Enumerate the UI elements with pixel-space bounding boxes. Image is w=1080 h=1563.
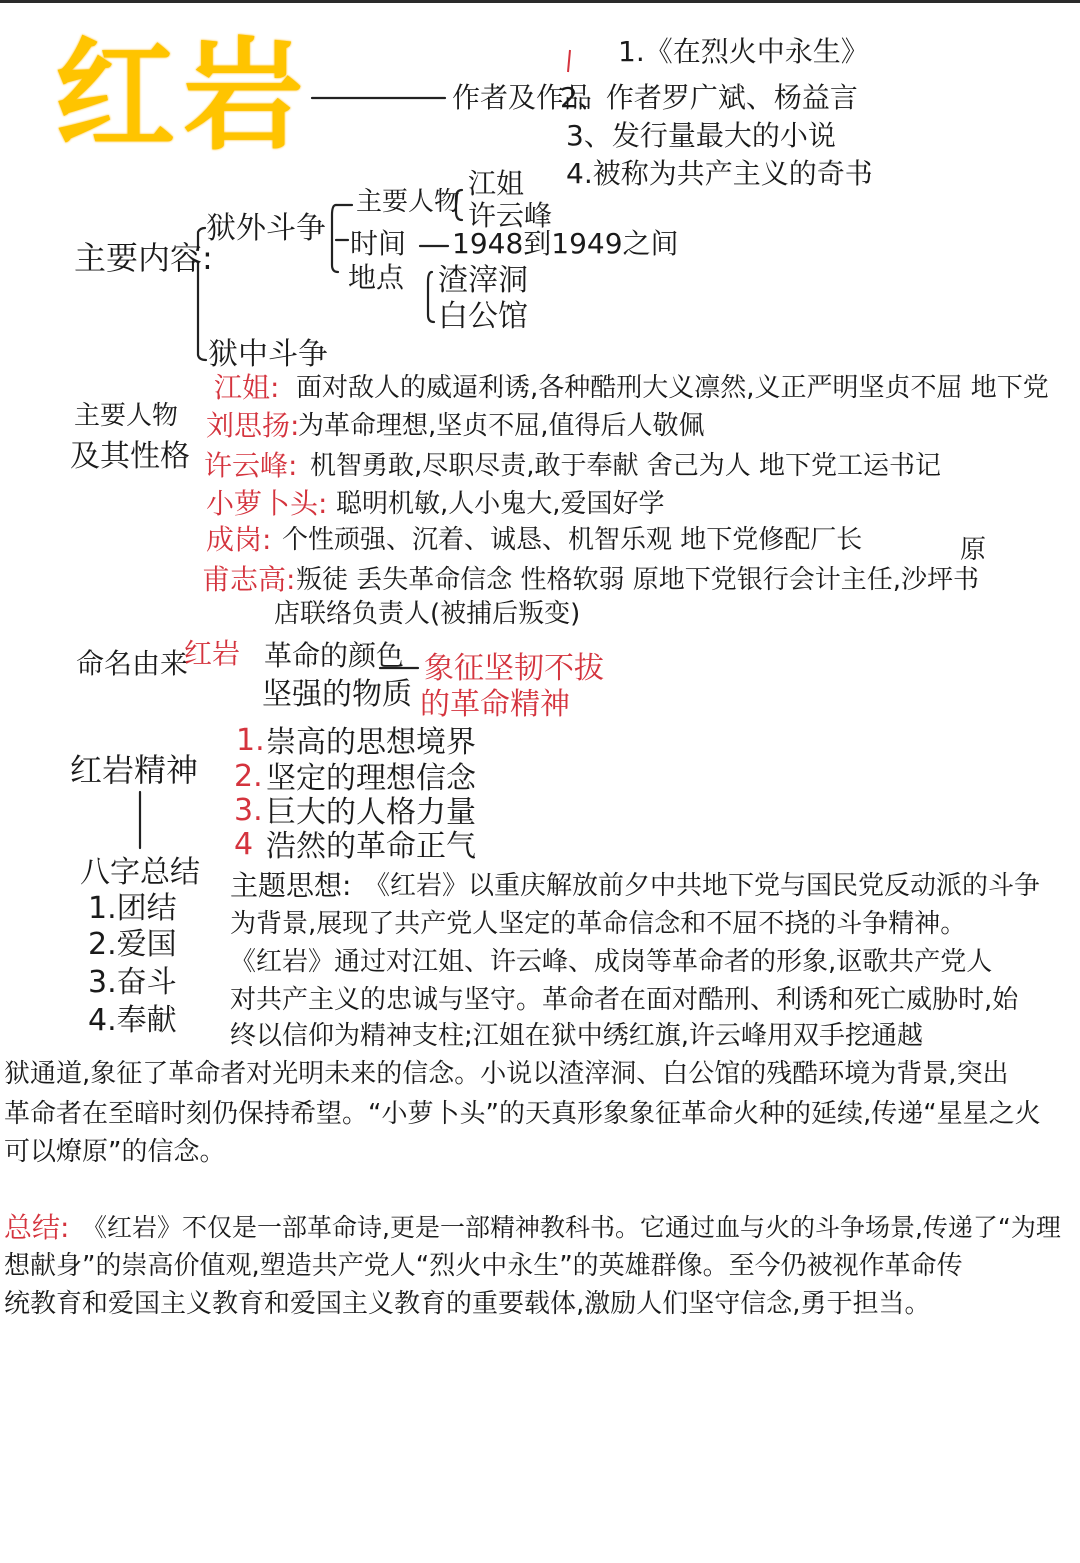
char-desc-liusiyang: 为革命理想,坚贞不屈,值得后人敬佩 [298,411,705,441]
theme-line-3: 《红岩》通过对江姐、许云峰、成岗等革命者的形象,讴歌共产党人 [230,947,993,977]
theme-label: 主题思想: [230,869,352,902]
author-section-label: 作者及作品 [452,81,593,114]
char-name-jiangjie: 江姐: [214,371,280,404]
spirit-num-2: 2. [234,759,263,794]
character-xuyunfeng: 许云峰 [468,199,553,232]
naming-section-label: 命名由来 [76,647,189,680]
branch-inside-prison: 狱中斗争 [208,337,328,372]
spirit-num-4: 4 [234,827,254,862]
conclusion-line-2: 想献身”的崇高价值观,塑造共产党人“烈火中永生”的英雄群像。至今仍被视作革命传 [4,1251,963,1281]
time-label: 时间 [350,227,407,260]
char-desc-chenggang: 个性顽强、沉着、诚恳、机智乐观 地下党修配厂长 [282,525,863,555]
theme-line-5: 终以信仰为精神支柱;江姐在狱中绣红旗,许云峰用双手挖通越 [230,1021,924,1051]
author-item-1: 1.《在烈火中永生》 [618,35,869,68]
spirit-num-1: 1. [236,723,265,758]
branch-outside-prison: 狱外斗争 [206,211,326,246]
spirit-text-2: 坚定的理想信念 [266,761,476,796]
conclusion-label: 总结: [4,1211,70,1244]
eight-summary-item-3: 3.奋斗 [88,965,177,1000]
page-title: 红岩 [55,27,311,166]
conclusion-line-3: 统教育和爱国主义教育和爱国主义教育的重要载体,激励人们坚守信念,勇于担当。 [4,1289,931,1319]
place-baigongguan: 白公馆 [438,299,528,334]
characters-section-label-2: 及其性格 [70,439,190,474]
spirit-num-3: 3. [234,793,263,828]
conclusion-line-1: 《红岩》不仅是一部革命诗,更是一部精神教科书。它通过血与火的斗争场景,传递了“为理 [82,1213,1061,1242]
spirit-section-label: 红岩精神 [70,751,199,789]
char-desc-fuzhigao-cont: 店联络负责人(被捕后叛变) [274,599,581,629]
char-name-xuyunfeng: 许云峰: [204,449,298,482]
eight-summary-item-4: 4.奉献 [88,1003,177,1038]
spirit-text-1: 崇高的思想境界 [266,725,476,760]
spirit-text-4: 浩然的革命正气 [266,829,476,864]
naming-symbol-line-2: 的革命精神 [420,687,570,722]
theme-line-4: 对共产主义的忠诚与坚守。革命者在面对酷刑、利诱和死亡威胁时,始 [230,985,1019,1015]
eight-summary-item-2: 2.爱国 [88,927,177,962]
characters-section-label-1: 主要人物 [74,401,179,431]
theme-full-line-2: 革命者在至暗时刻仍保持希望。“小萝卜头”的天真形象象征革命火种的延续,传递“星星之火 [4,1099,1041,1129]
char-name-xiaoluobotou: 小萝卜头: [206,487,328,520]
author-item-2: 2、作者罗广斌、杨益言 [560,81,858,114]
char-desc-xiaoluobotou: 聪明机敏,人小鬼大,爱国好学 [336,489,665,519]
content-section-label: 主要内容: [74,239,213,277]
char-name-chenggang: 成岗: [206,523,272,556]
char-desc-jiangjie: 面对敌人的威逼利诱,各种酷刑大义凛然,义正严明坚贞不屈 地下党 [296,373,1049,403]
place-zhazidong: 渣滓洞 [438,263,528,298]
char-name-fuzhigao: 甫志高: [202,563,296,596]
char-extra-yuan: 原 [960,535,987,565]
theme-line-2: 为背景,展现了共产党人坚定的革命信念和不屈不挠的斗争精神。 [230,909,967,939]
naming-line-2: 坚强的物质 [262,677,412,712]
main-characters-label: 主要人物 [356,187,461,217]
place-label: 地点 [348,261,405,294]
theme-full-line-1: 狱通道,象征了革命者对光明未来的信念。小说以渣滓洞、白公馆的残酷环境为背景,突出 [4,1059,1009,1089]
author-item-3: 3、发行量最大的小说 [566,119,836,152]
eight-summary-label: 八字总结 [80,855,200,890]
char-name-liusiyang: 刘思扬: [206,409,300,442]
time-value: 1948到1949之间 [452,227,679,260]
theme-full-line-3: 可以燎原”的信念。 [4,1137,226,1167]
spirit-text-3: 巨大的人格力量 [266,795,476,830]
eight-summary-item-1: 1.团结 [88,891,177,926]
author-item-4: 4.被称为共产主义的奇书 [566,157,873,190]
char-desc-xuyunfeng: 机智勇敢,尽职尽责,敢于奉献 舍己为人 地下党工运书记 [310,451,942,481]
naming-line-1: 革命的颜色 [264,639,405,672]
character-jiangjie: 江姐 [468,167,525,200]
theme-line-1: 《红岩》以重庆解放前夕中共地下党与国民党反动派的斗争 [364,871,1041,901]
naming-symbol-line-1: 象征坚韧不拔 [424,651,604,686]
char-desc-fuzhigao: 叛徒 丢失革命信念 性格软弱 原地下党银行会计主任,沙坪书 [296,565,980,595]
naming-red-word: 红岩 [184,637,241,670]
